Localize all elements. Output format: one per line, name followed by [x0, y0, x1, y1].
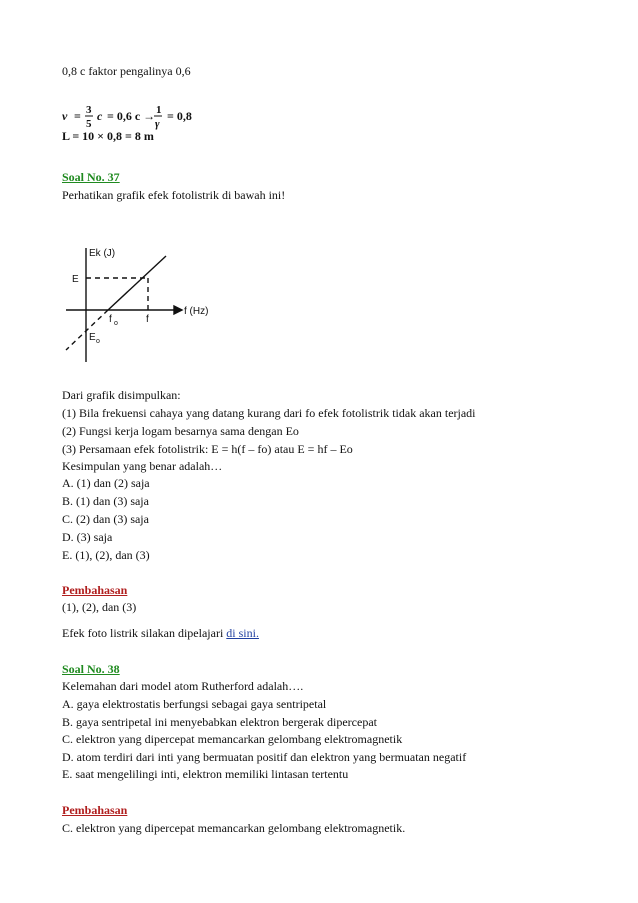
Eo-label: E: [89, 332, 96, 343]
option-line: C. elektron yang dipercepat memancarkan gelombang elektromagnetik: [62, 732, 403, 746]
formula-v: v: [62, 109, 68, 123]
fo-subscript: o: [114, 320, 118, 327]
option-line: B. (1) dan (3) saja: [62, 494, 149, 508]
discussion-38-title: Pembahasan: [62, 803, 128, 817]
formula-numerator-3: 3: [86, 104, 92, 116]
statement-line: (1) Bila frekuensi cahaya yang datang kurang dari fo efek fotolistrik tidak akan terjadi: [62, 406, 476, 420]
intro-text: 0,8 c faktor pengalinya 0,6: [62, 64, 191, 78]
graph-line-dashed: [66, 310, 108, 350]
option-line: E. saat mengelilingi inti, elektron memiliki lintasan tertentu: [62, 767, 349, 781]
formula-gamma: γ: [155, 118, 160, 130]
option-line: D. atom terdiri dari inti yang bermuatan positif dan elektron yang bermuatan negatif: [62, 750, 467, 764]
link-line: [62, 626, 259, 641]
fo-label: f: [109, 314, 112, 325]
question-37-title: Soal No. 37: [62, 170, 120, 184]
Eo-subscript: o: [96, 338, 100, 345]
x-axis-label: f (Hz): [184, 306, 209, 317]
option-line: D. (3) saja: [62, 530, 113, 544]
formula-eq: =: [74, 109, 81, 123]
answer-38: C. elektron yang dipercepat memancarkan gelombang elektromagnetik.: [62, 821, 406, 835]
statement-line: (3) Persamaan efek fotolistrik: E = h(f – fo) atau E = hf – Eo: [62, 442, 353, 456]
formula-numerator-1: 1: [156, 104, 162, 116]
option-line: C. (2) dan (3) saja: [62, 512, 149, 526]
statement-line: Kesimpulan yang benar adalah…: [62, 459, 223, 473]
statement-line: (2) Fungsi kerja logam besarnya sama dengan Eo: [62, 424, 299, 438]
option-line: A. (1) dan (2) saja: [62, 476, 150, 490]
statement-line: Dari grafik disimpulkan:: [62, 388, 181, 402]
option-line: E. (1), (2), dan (3): [62, 548, 150, 562]
formula-denominator-5: 5: [86, 118, 92, 130]
y-axis-label: Ek (J): [89, 248, 116, 259]
graph-line-solid: [108, 256, 166, 310]
photoelectric-graph: [62, 240, 222, 375]
question-38-title: Soal No. 38: [62, 662, 120, 676]
answer-37: (1), (2), dan (3): [62, 600, 137, 614]
formula-block: [60, 98, 210, 151]
f-label: f: [146, 314, 149, 325]
discussion-37-title: Pembahasan: [62, 583, 128, 597]
link-prefix: Efek foto listrik silakan dipelajari: [62, 626, 227, 640]
di-sini-link[interactable]: di sini.: [226, 626, 259, 640]
question-37-prompt: Perhatikan grafik efek fotolistrik di bawah ini!: [62, 188, 286, 202]
x-axis-arrow: [174, 306, 182, 314]
formula-line-2: L = 10 × 0,8 = 8 m: [62, 129, 154, 143]
formula-eq-result: = 0,8: [167, 109, 192, 123]
formula-c: c: [97, 109, 103, 123]
option-line: A. gaya elektrostatis berfungsi sebagai gaya sentripetal: [62, 697, 327, 711]
formula-eq-c: = 0,6 c →: [107, 109, 156, 123]
option-line: B. gaya sentripetal ini menyebabkan elektron bergerak dipercepat: [62, 715, 377, 729]
question-38-prompt: Kelemahan dari model atom Rutherford adalah….: [62, 679, 304, 693]
E-label: E: [72, 274, 79, 285]
